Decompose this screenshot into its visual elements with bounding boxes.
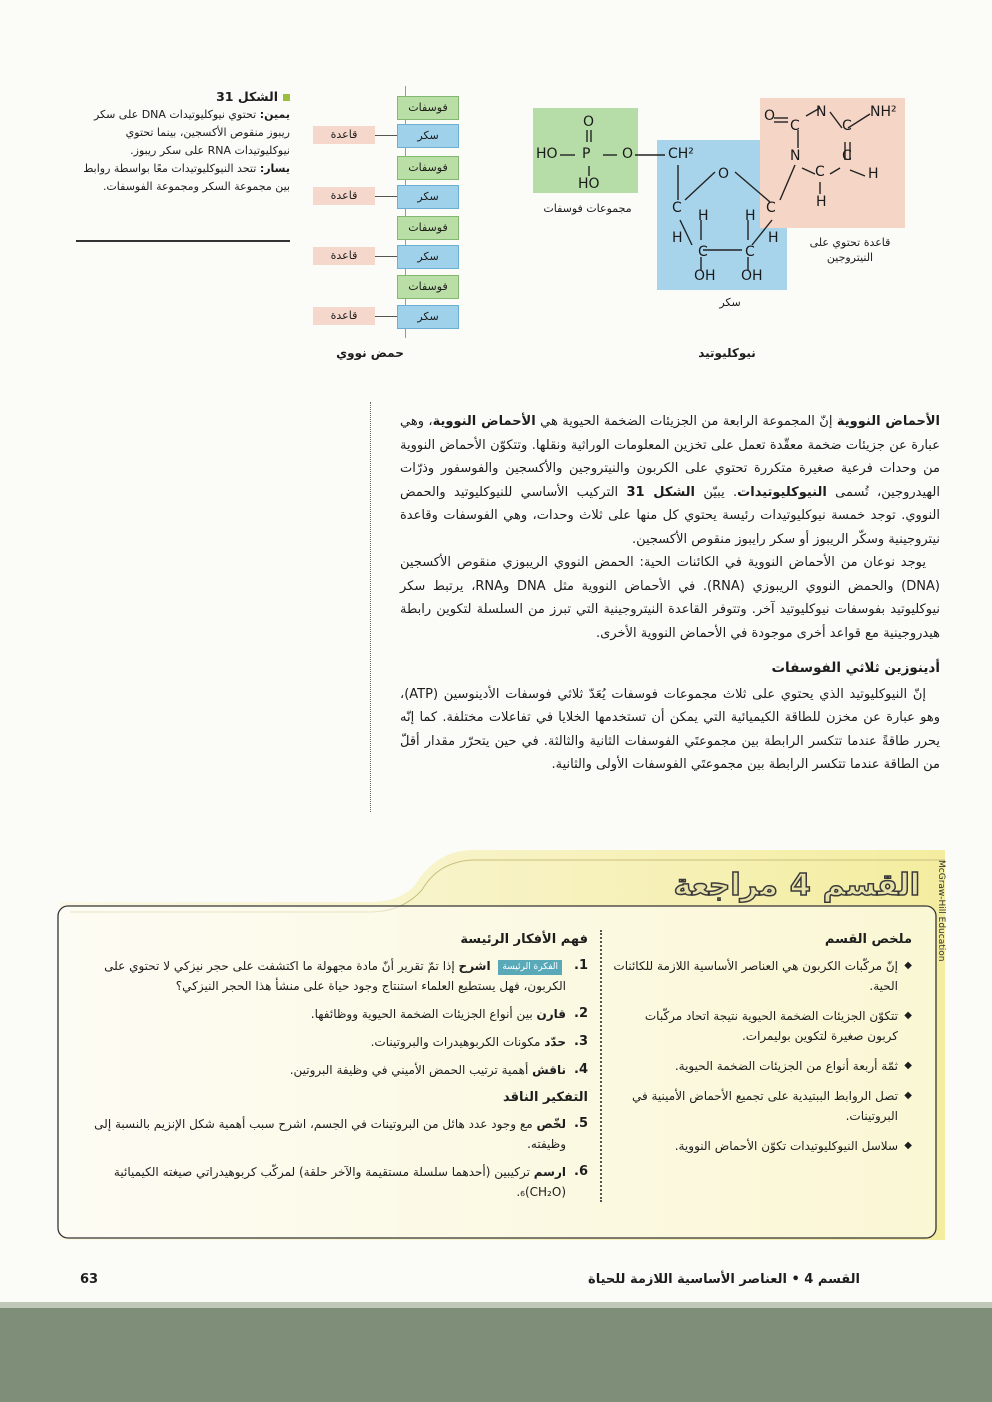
scan-edge	[0, 1302, 992, 1402]
nucleotide-label: نيوكليوتيد	[698, 346, 756, 360]
page-number: 63	[80, 1272, 99, 1287]
paragraph-text: التركيب الأساسي للنيوكليوتيد والحمض النووي. توجد خمسة نيوكليوتيدات رئيسة يحتوي كل منها على ثلاث وحدات، وهي الفوسفات وقاعدة نيتروجينية وسكّر الريبوز أو سكر رايبوز منقوص الأكسجين.	[400, 484, 940, 547]
caption-left-label: يسار:	[259, 162, 290, 175]
question-text: تركيبين (أحدهما سلسلة مستقيمة والآخر حلقة) لمركّب كربوهيدراتي صيغته الكيميائية (CH₂O)₆.	[113, 1165, 566, 1199]
strand-sugar: سكر	[397, 185, 459, 209]
question-text: أهمية ترتيب الحمض الأميني في وظيفة البروتين.	[289, 1063, 529, 1077]
strand-sugar: سكر	[397, 245, 459, 269]
strand-phosphate: فوسفات	[397, 96, 459, 120]
atom-c: C	[766, 200, 776, 216]
atom-c: C	[815, 164, 825, 180]
strand-base: قاعدة	[313, 126, 375, 144]
question-text: إذا تمّ تقرير أنّ مادة مجهولة ما اكتشفت على حجر نيزكي لا تحتوي على الكربون، فهل يستطيع العلماء استنتاج وجود حياة على منشأ هذا الحجر النيزكي؟	[104, 959, 566, 993]
nitrogen-base-label: قاعدة تحتوي على النيتروجين	[809, 236, 891, 264]
question-number: 1.	[574, 958, 588, 973]
section-summary	[612, 930, 912, 1166]
question-number: 3.	[574, 1034, 588, 1049]
section-number: 4	[789, 868, 811, 903]
figure-reference: الشكل 31	[626, 484, 696, 500]
paragraph-atp: إنّ النيوكليوتيد الذي يحتوي على ثلاث مجموعات فوسفات يُعَدّ ثلاثي فوسفات الأدينوسين (ATP)، وهو عبارة عن مخزن للطاقة الكيميائية التي يمكن أن تستخدمها الخلايا في تفاعلات مختلفة. كما إنّه يحرر طاقةً عندما تتكسر الرابطة بين مجموعتَي الفوسفات الثانية والثالثة. في حين يتحرّر مقدار أقلّ من الطاقة عندما تتكسر الرابطة بين مجموعتَي الفوسفات الأولى والثانية.	[400, 686, 940, 772]
question-item	[80, 1114, 588, 1154]
atom-c: C	[790, 118, 800, 134]
question-item	[80, 956, 588, 996]
question-verb: ارسم	[533, 1165, 566, 1179]
review-title	[620, 868, 920, 908]
atom-ch2: CH²	[668, 146, 694, 162]
publisher-side-label	[932, 860, 948, 1240]
phosphate-group-label: مجموعات فوسفات	[543, 202, 632, 215]
question-verb: قارن	[536, 1007, 566, 1021]
key-term: النيوكليوتيدات	[737, 484, 827, 500]
atom-h: H	[698, 208, 709, 224]
atom-c: C	[745, 244, 755, 260]
atom-ho: HO	[536, 146, 558, 162]
question-verb: حدّد	[544, 1035, 566, 1049]
nucleotide-bonds	[520, 90, 920, 300]
summary-title: ملخص القسم	[824, 932, 912, 947]
figure-caption-title: الشكل 31	[80, 88, 290, 106]
summary-item: ◆ تتكوّن الجزيئات الضخمة الحيوية نتيجة اتحاد مركّبات كربون صغيرة لتكوين بوليمرات.	[612, 1006, 912, 1046]
question-item	[80, 1032, 588, 1052]
atom-h: H	[768, 230, 779, 246]
caption-right-text: تحتوي نيوكليوتيدات DNA على سكر ريبوز منقوص الأكسجين، بينما تحتوي نيوكليوتيدات RNA على سكر ريبوز.	[93, 108, 290, 157]
main-ideas-title: فهم الأفكار الرئيسة	[460, 932, 588, 947]
question-verb: ناقش	[532, 1063, 566, 1077]
summary-item: ◆ إنّ مركّبات الكربون هي العناصر الأساسية اللازمة للكائنات الحية.	[612, 956, 912, 996]
atom-o: O	[718, 166, 730, 182]
question-verb: اشرح	[458, 959, 491, 973]
review-questions	[80, 930, 588, 1210]
atom-n: N	[816, 104, 827, 120]
strand-sugar: سكر	[397, 305, 459, 329]
footer-chapter-title: القسم 4 • العناصر الأساسية اللازمة للحياة	[588, 1272, 860, 1287]
question-item	[80, 1162, 588, 1202]
caption-divider	[76, 240, 290, 242]
paragraph-dna-rna: يوجد نوعان من الأحماض النووية في الكائنات الحية: الحمض النووي الريبوزي منقوص الأكسجين (DNA) والحمض النووي الريبوزي (RNA). في الأحماض النووية مثل DNA وRNA، يرتبط سكر نيوكليوتيد بفوسفات نيوكليوتيد آخر. وتتوفر القاعدة النيتروجينية التي تبرز من السلسلة لتكوين رابطة هيدروجينية مع قواعد أخرى موجودة في الأحماض النووية الأخرى.	[400, 555, 940, 641]
caption-right-label: يمين:	[259, 108, 290, 121]
scan-edge-highlight	[0, 1302, 992, 1308]
strand-base: قاعدة	[313, 307, 375, 325]
question-text: مكونات الكربوهيدرات والبروتينات.	[370, 1035, 541, 1049]
review-word: مراجعة	[673, 868, 778, 903]
review-dotted-divider	[600, 930, 602, 1202]
critical-thinking-title: التفكير الناقد	[502, 1090, 588, 1105]
atom-o: O	[764, 108, 776, 124]
atom-h: H	[745, 208, 756, 224]
atom-oh: OH	[741, 268, 763, 284]
atom-nh2: NH²	[870, 104, 897, 120]
question-number: 6.	[574, 1164, 588, 1179]
nucleic-acid-label: حمض نووي	[336, 346, 404, 360]
strand-phosphate: فوسفات	[397, 275, 459, 299]
question-item	[80, 1004, 588, 1024]
body-text	[400, 410, 940, 777]
atp-heading: أدينوزين ثلاثي الفوسفات	[771, 660, 940, 676]
strand-sugar: سكر	[397, 124, 459, 148]
section-word: القسم	[822, 868, 920, 903]
atom-c: C	[672, 200, 682, 216]
strand-base: قاعدة	[313, 247, 375, 265]
main-idea-badge: الفكرة الرئيسة	[498, 960, 562, 975]
atom-o: O	[583, 114, 595, 130]
summary-item: ◆ تصل الروابط الببتيدية على تجميع الأحماض الأمينية في البروتينات.	[612, 1086, 912, 1126]
summary-item: ◆ سلاسل النيوكليوتيدات تكوّن الأحماض النووية.	[612, 1136, 912, 1156]
strand-link	[375, 135, 397, 136]
strand-phosphate: فوسفات	[397, 216, 459, 240]
strand-base: قاعدة	[313, 187, 375, 205]
sugar-label: سكر	[719, 296, 741, 309]
atom-c: C	[842, 118, 852, 134]
atom-h: H	[672, 230, 683, 246]
question-text: بين أنواع الجزيئات الضخمة الحيوية ووظائفها.	[310, 1007, 533, 1021]
question-number: 4.	[574, 1062, 588, 1077]
strand-phosphate: فوسفات	[397, 156, 459, 180]
question-text: مع وجود عدد هائل من البروتينات في الجسم، اشرح سبب أهمية شكل الإنزيم بالنسبة إلى وظيفته.	[94, 1117, 566, 1151]
atom-p: P	[582, 146, 591, 162]
paragraph-text: إنّ المجموعة الرابعة من الجزيئات الضخمة الحيوية هي	[540, 414, 833, 429]
atom-c: C	[842, 148, 852, 164]
paragraph-nucleic-acids	[400, 410, 940, 551]
atom-h: H	[868, 166, 879, 182]
figure-caption	[80, 88, 290, 196]
publisher-name: McGraw-Hill Education	[936, 860, 946, 962]
strand-link	[375, 196, 397, 197]
atom-c: C	[698, 244, 708, 260]
question-number: 5.	[574, 1116, 588, 1131]
question-item	[80, 1060, 588, 1080]
summary-item: ◆ ثمّة أربعة أنواع من الجزيئات الضخمة الحيوية.	[612, 1056, 912, 1076]
atom-h: H	[816, 194, 827, 210]
lead-heading: الأحماض النووية	[836, 414, 940, 429]
key-term: الأحماض النووية	[432, 414, 536, 429]
caption-left-text: تتحد النيوكليوتيدات معًا بواسطة روابط بين مجموعة السكر ومجموعة الفوسفات.	[83, 162, 290, 193]
atom-n: N	[790, 148, 801, 164]
margin-dotted-line	[370, 402, 371, 812]
strand-link	[375, 256, 397, 257]
paragraph-text: . يبيّن	[703, 484, 738, 500]
strand-link	[375, 316, 397, 317]
atom-oh: OH	[694, 268, 716, 284]
paragraph-text: ، وهي عبارة عن جزيئات ضخمة معقّدة تعمل على تخزين المعلومات الوراثية ونقلها. وتتكوّن الأحماض النووية من وحدات فرعية صغيرة متكررة تحتوي على الكربون والنيتروجين والأكسجين والفوسفور وذرّات الهيدروجين، تُسمى	[400, 414, 940, 500]
question-verb: لخّص	[536, 1117, 566, 1131]
atom-o: O	[622, 146, 634, 162]
atom-ho: HO	[578, 176, 600, 192]
question-number: 2.	[574, 1006, 588, 1021]
